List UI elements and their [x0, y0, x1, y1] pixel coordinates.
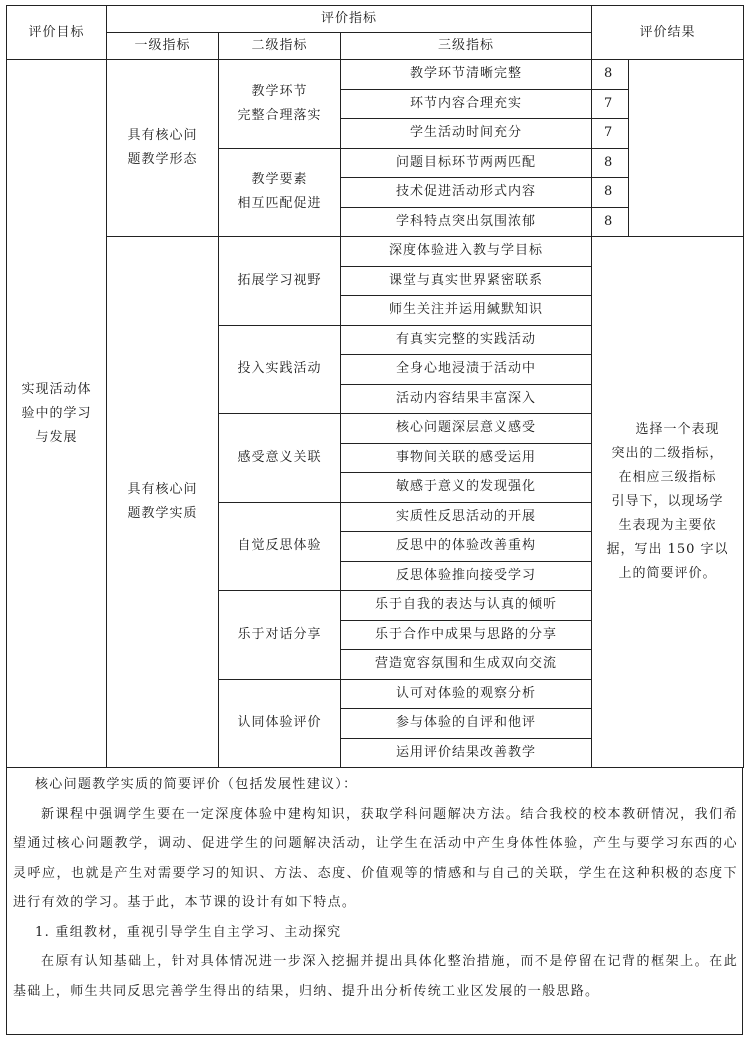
quality-result-instructions — [592, 237, 744, 768]
score-value: 7 — [592, 119, 629, 149]
result-line: 引导下，以现场学 — [611, 494, 724, 509]
score-value: 8 — [592, 60, 629, 90]
result-line: 上的简要评价。 — [618, 566, 717, 581]
level3-item: 反思体验推向接受学习 — [341, 561, 592, 591]
score-value: 8 — [592, 178, 629, 208]
level3-item: 环节内容合理充实 — [341, 89, 592, 119]
level3-item: 课堂与真实世界紧密联系 — [341, 266, 592, 296]
level3-item: 问题目标环节两两匹配 — [341, 148, 592, 178]
level3-item: 实质性反思活动的开展 — [341, 502, 592, 532]
level3-item: 核心问题深层意义感受 — [341, 414, 592, 444]
header-result: 评价结果 — [592, 6, 744, 60]
result-line: 据，写出 150 字以 — [606, 542, 729, 557]
quality-level2: 投入实践活动 — [219, 325, 341, 414]
goal-cell: 实现活动体 验中的学习 与发展 — [7, 60, 107, 768]
level3-item: 运用评价结果改善教学 — [341, 738, 592, 768]
level3-item: 敏感于意义的发现强化 — [341, 473, 592, 503]
result-line: 在相应三级指标 — [618, 470, 717, 485]
header-level2: 二级指标 — [219, 33, 341, 60]
level3-item: 活动内容结果丰富深入 — [341, 384, 592, 414]
summary-paragraph: 新课程中强调学生要在一定深度体验中建构知识，获取学科问题解决方法。结合我校的校本教研情况，我们希望通过核心问题教学，调动、促进学生的问题解决活动，让学生在活动中产生身体性体验，产生与要学习东西的心灵呼应，也就是产生对需要学习的知识、方法、态度、价值观等的情感和与自己的关联，学生在这种积极的态度下进行有效的学习。基于此，本节课的设计有如下特点。 — [13, 806, 738, 910]
level3-item: 营造宽容氛围和生成双向交流 — [341, 650, 592, 680]
level3-item: 深度体验进入教与学目标 — [341, 237, 592, 267]
level3-item: 事物间关联的感受运用 — [341, 443, 592, 473]
header-level1: 一级指标 — [107, 33, 219, 60]
header-level3: 三级指标 — [341, 33, 592, 60]
result-line: 生表现为主要依 — [618, 518, 717, 533]
form-level1: 具有核心问 题教学形态 — [107, 60, 219, 237]
level3-item: 师生关注并运用緘默知识 — [341, 296, 592, 326]
summary-section — [6, 768, 743, 1035]
score-value: 8 — [592, 148, 629, 178]
level3-item: 教学环节清晰完整 — [341, 60, 592, 90]
quality-level2: 拓展学习视野 — [219, 237, 341, 326]
level3-item: 技术促进活动形式内容 — [341, 178, 592, 208]
score-value: 7 — [592, 89, 629, 119]
level3-item: 乐于自我的表达与认真的倾听 — [341, 591, 592, 621]
summary-point: 1. 重组教材，重视引导学生自主学习、主动探究 — [35, 924, 342, 940]
score-value: 8 — [592, 207, 629, 237]
summary-title: 核心问题教学实质的简要评价（包括发展性建议）： — [35, 777, 358, 792]
header-indicators: 评价指标 — [107, 6, 592, 33]
quality-level1: 具有核心问 题教学实质 — [107, 237, 219, 768]
quality-level2: 认同体验评价 — [219, 679, 341, 768]
result-line: 突出的二级指标， — [611, 446, 724, 461]
level3-item: 学科特点突出氛围浓郁 — [341, 207, 592, 237]
quality-level2: 乐于对话分享 — [219, 591, 341, 680]
form-result-blank — [629, 60, 744, 237]
level3-item: 全身心地浸渍于活动中 — [341, 355, 592, 385]
level3-item: 参与体验的自评和他评 — [341, 709, 592, 739]
evaluation-table — [6, 5, 744, 768]
summary-paragraph: 在原有认知基础上，针对具体情况进一步深入挖掘并提出具体化整治措施，而不是停留在记背的框架上。在此基础上，师生共同反思完善学生得出的结果，归纳、提升出分析传统工业区发展的一般思路。 — [13, 954, 738, 999]
quality-level2: 感受意义关联 — [219, 414, 341, 503]
level3-item: 有真实完整的实践活动 — [341, 325, 592, 355]
evaluation-page — [6, 5, 743, 1042]
level3-item: 乐于合作中成果与思路的分享 — [341, 620, 592, 650]
level3-item: 学生活动时间充分 — [341, 119, 592, 149]
quality-level2: 自觉反思体验 — [219, 502, 341, 591]
level3-item: 反思中的体验改善重构 — [341, 532, 592, 562]
result-line: 选择一个表现 — [635, 422, 720, 437]
form-level2-2: 教学要素 相互匹配促进 — [219, 148, 341, 237]
form-level2-1: 教学环节 完整合理落实 — [219, 60, 341, 149]
level3-item: 认可对体验的观察分析 — [341, 679, 592, 709]
header-goal: 评价目标 — [7, 6, 107, 60]
